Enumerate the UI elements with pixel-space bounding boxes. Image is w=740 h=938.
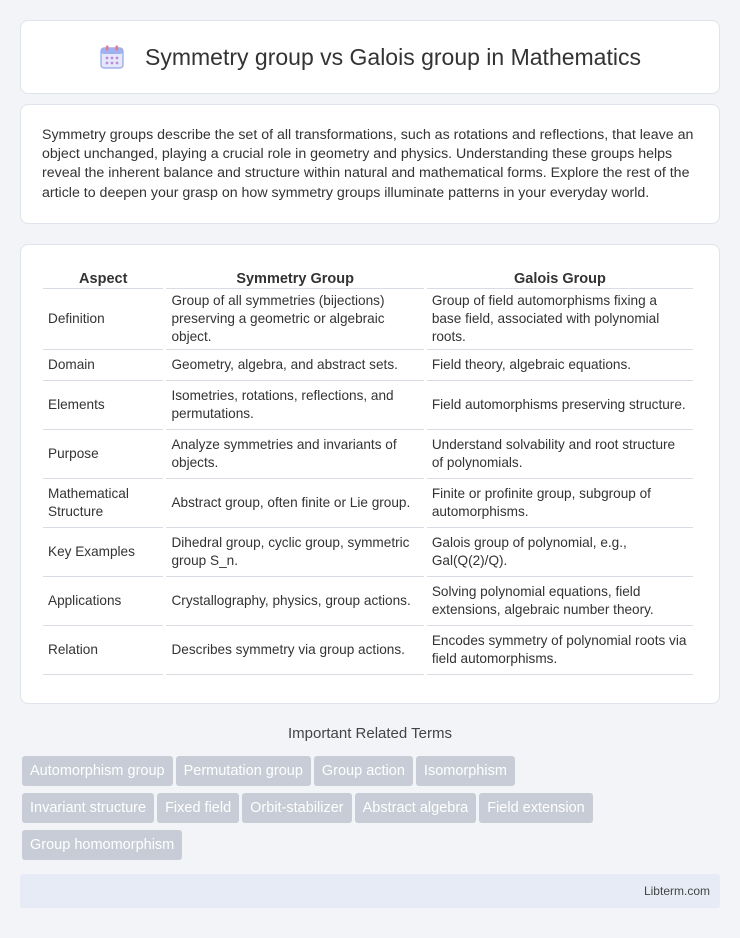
table-row [43,381,693,430]
tag-automorphism-group[interactable]: Automorphism group [22,756,173,786]
row-galois-value: Group of field automorphisms fixing a base field, associated with polynomial roots. [427,289,693,350]
row-galois-value: Encodes symmetry of polynomial roots via field automorphisms. [427,626,693,675]
row-galois-value: Finite or profinite group, subgroup of automorphisms. [427,479,693,528]
tag-orbit-stabilizer[interactable]: Orbit-stabilizer [242,793,351,823]
tag-invariant-structure[interactable]: Invariant structure [22,793,154,823]
row-aspect: Relation [43,626,163,675]
table-row [43,289,693,350]
calendar-icon [99,44,125,70]
intro-card [20,104,720,224]
table-row [43,626,693,675]
comparison-table-card [20,244,720,704]
table-row [43,577,693,626]
row-aspect: Applications [43,577,163,626]
row-symmetry-value: Crystallography, physics, group actions. [166,577,423,626]
row-symmetry-value: Group of all symmetries (bijections) preserving a geometric or algebraic object. [166,289,423,350]
row-aspect: Domain [43,350,163,381]
row-galois-value: Field theory, algebraic equations. [427,350,693,381]
header-aspect: Aspect [43,265,163,289]
tag-permutation-group[interactable]: Permutation group [176,756,311,786]
header-galois-group: Galois Group [427,265,693,289]
row-galois-value: Galois group of polynomial, e.g., Gal(Q(2)/Q). [427,528,693,577]
row-galois-value: Field automorphisms preserving structure. [427,381,693,430]
row-symmetry-value: Dihedral group, cyclic group, symmetric group S_n. [166,528,423,577]
row-symmetry-value: Isometries, rotations, reflections, and permutations. [166,381,423,430]
tag-field-extension[interactable]: Field extension [479,793,593,823]
row-aspect: Definition [43,289,163,350]
footer [20,874,720,908]
title-card [20,20,720,94]
row-galois-value: Understand solvability and root structure of polynomials. [427,430,693,479]
tag-fixed-field[interactable]: Fixed field [157,793,239,823]
related-terms-list [22,756,722,867]
row-aspect: Key Examples [43,528,163,577]
table-row [43,528,693,577]
tag-abstract-algebra[interactable]: Abstract algebra [355,793,477,823]
intro-paragraph: Symmetry groups describe the set of all transformations, such as rotations and reflections, that leave an object unchanged, playing a crucial role in geometry and physics. Understanding these groups helps reveal the inherent balance and structure within natural and mathematical forms. Explore the rest of the article to deepen your grasp on how symmetry groups illuminate patterns in your everyday world. [42,127,694,201]
row-symmetry-value: Abstract group, often finite or Lie group. [166,479,423,528]
row-symmetry-value: Analyze symmetries and invariants of objects. [166,430,423,479]
row-symmetry-value: Describes symmetry via group actions. [166,626,423,675]
footer-brand-link[interactable]: Libterm.com [643,884,710,898]
tag-group-action[interactable]: Group action [314,756,413,786]
tag-isomorphism[interactable]: Isomorphism [416,756,515,786]
page-title: Symmetry group vs Galois group in Mathematics [145,43,641,70]
row-aspect: Elements [43,381,163,430]
header-symmetry-group: Symmetry Group [166,265,423,289]
table-row [43,350,693,381]
row-aspect: Mathematical Structure [43,479,163,528]
table-row [43,430,693,479]
table-header-row [43,265,693,289]
row-symmetry-value: Geometry, algebra, and abstract sets. [166,350,423,381]
row-aspect: Purpose [43,430,163,479]
row-galois-value: Solving polynomial equations, field extensions, algebraic number theory. [427,577,693,626]
comparison-table [40,265,696,675]
tag-group-homomorphism[interactable]: Group homomorphism [22,830,182,860]
table-row [43,479,693,528]
related-terms-heading: Important Related Terms [288,725,452,742]
